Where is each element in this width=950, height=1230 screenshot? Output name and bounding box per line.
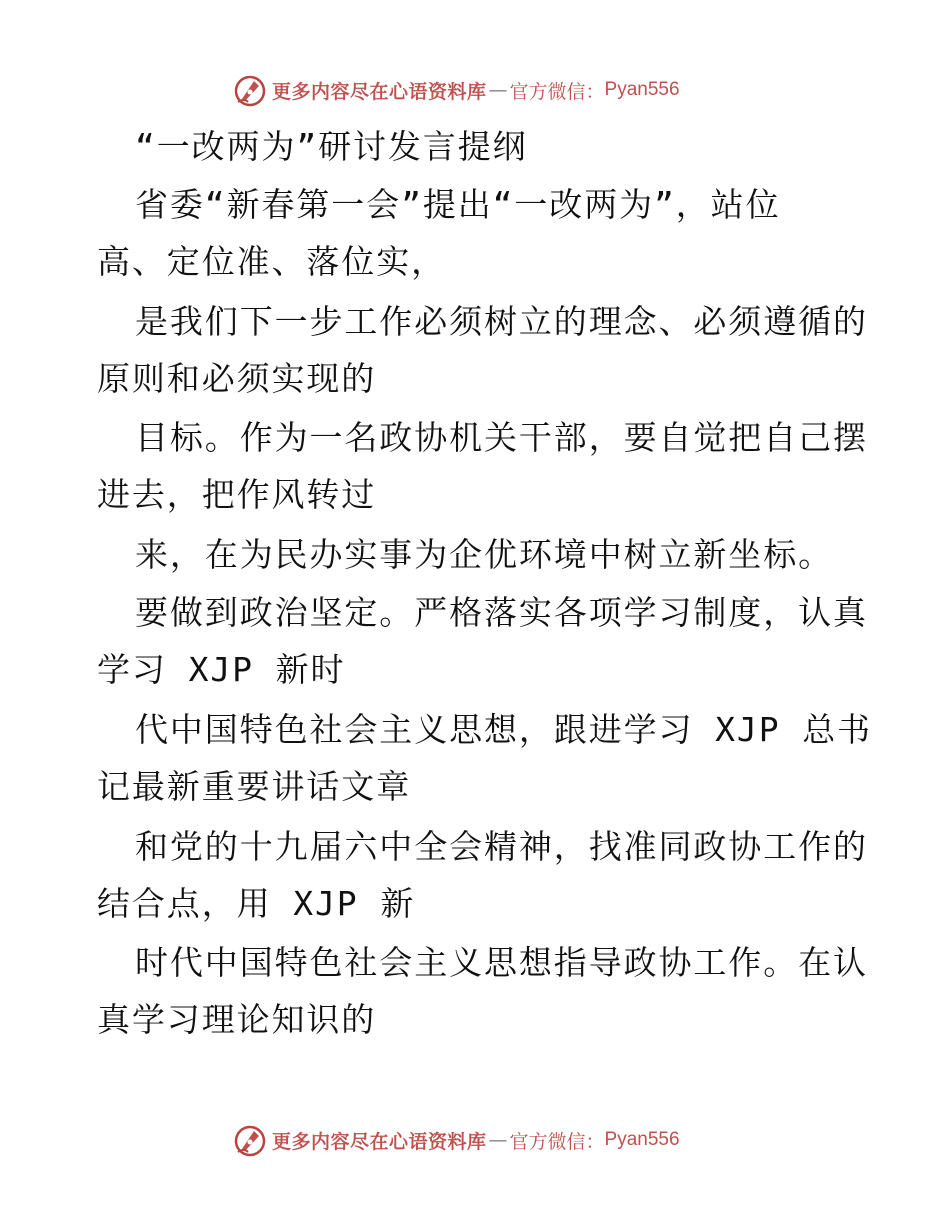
pen-nib-logo-icon <box>232 72 268 108</box>
paragraph-line: 代中国特色社会主义思想，跟进学习 XJP 总书 <box>135 710 873 749</box>
paragraph-line: 真学习理论知识的 <box>97 1000 377 1039</box>
paragraph-line: 和党的十九届六中全会精神，找准同政协工作的 <box>135 827 868 866</box>
pen-nib-logo-icon <box>232 1122 268 1158</box>
paragraph-line: 学习 XJP 新时 <box>97 650 346 689</box>
paragraph-line: 记最新重要讲话文章 <box>97 767 412 806</box>
watermark-separator: — <box>488 1129 508 1151</box>
watermark-site-text: 更多内容尽在心语资料库 <box>272 80 487 103</box>
paragraph-line: 目标。作为一名政协机关干部，要自觉把自己摆 <box>135 418 868 457</box>
watermark-handle: Pyan556 <box>604 1129 680 1150</box>
paragraph-line: 原则和必须实现的 <box>97 359 377 398</box>
watermark-handle: Pyan556 <box>604 79 680 100</box>
paragraph-line: 时代中国特色社会主义思想指导政协工作。在认 <box>135 943 868 982</box>
watermark-site-text: 更多内容尽在心语资料库 <box>272 1130 487 1153</box>
footer-watermark <box>232 1120 680 1160</box>
watermark-official-label: 官方微信： <box>509 1130 605 1153</box>
paragraph-line: 高、定位准、落位实， <box>97 242 446 281</box>
paragraph-line: 进去，把作风转过 <box>97 475 377 514</box>
document-title: “一改两为”研讨发言提纲 <box>135 127 528 166</box>
paragraph-line: 来，在为民办实事为企优环境中树立新坐标。 <box>135 535 833 574</box>
header-watermark <box>232 70 680 110</box>
paragraph-line: 是我们下一步工作必须树立的理念、必须遵循的 <box>135 302 868 341</box>
paragraph-line: 要做到政治坚定。严格落实各项学习制度，认真 <box>135 593 868 632</box>
watermark-official-label: 官方微信： <box>509 80 605 103</box>
paragraph-line: 结合点，用 XJP 新 <box>97 884 416 923</box>
paragraph-line: 省委“新春第一会”提出“一改两为”，站位 <box>135 185 781 224</box>
watermark-separator: — <box>488 79 508 101</box>
